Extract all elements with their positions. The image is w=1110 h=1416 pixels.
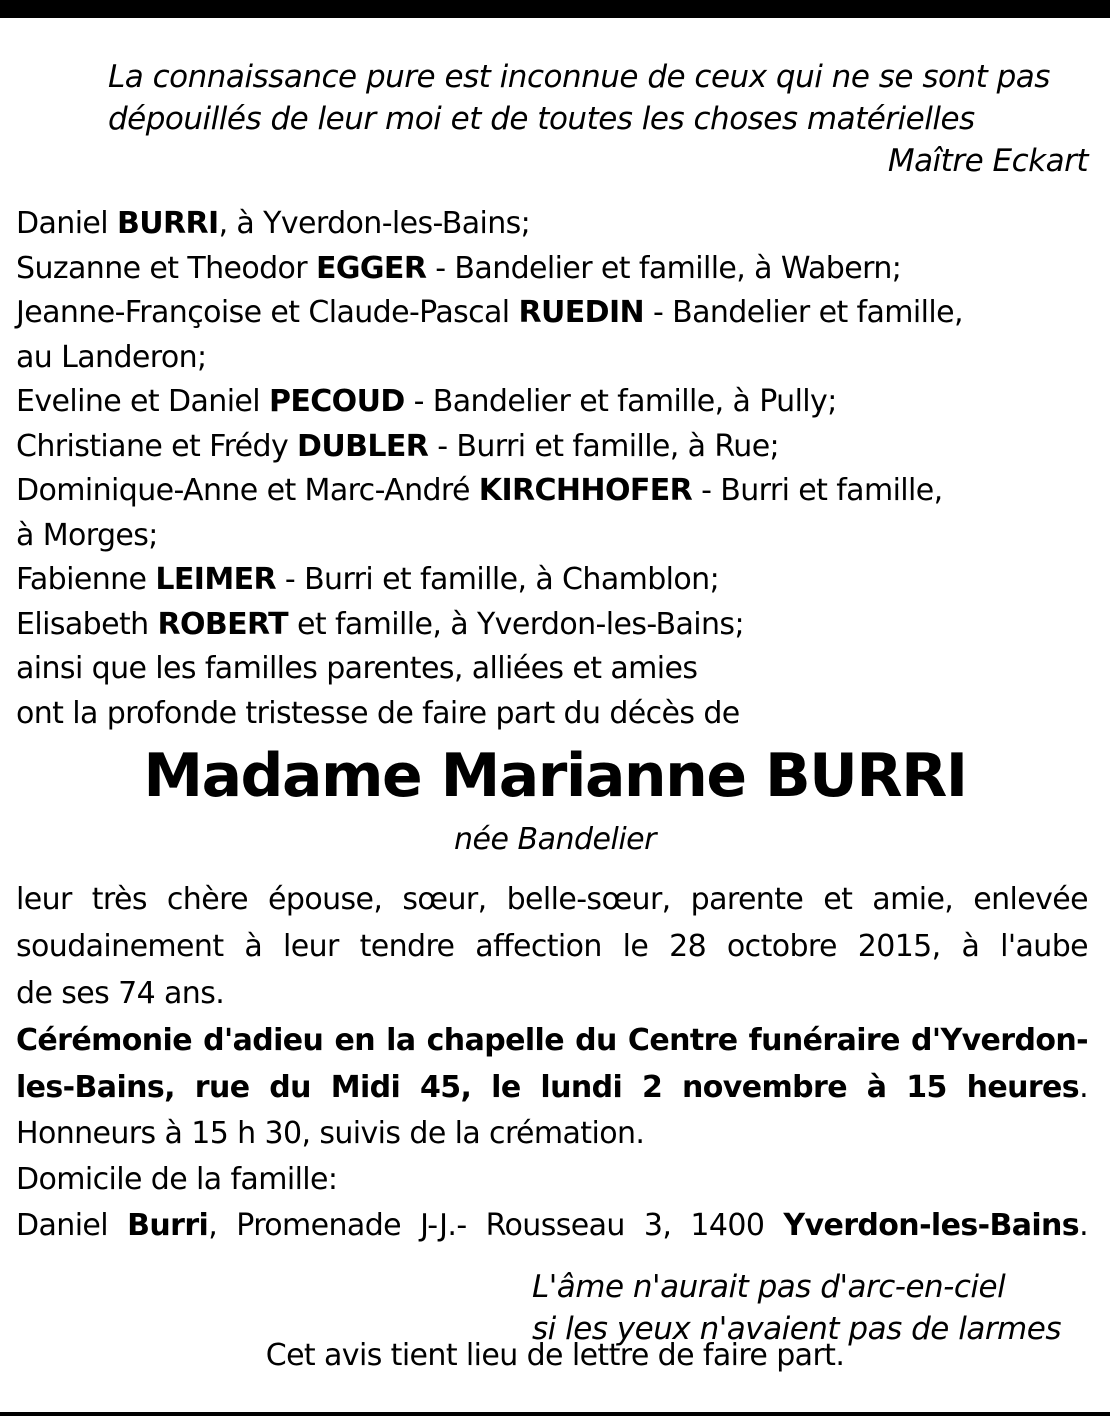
family-line: ont la profonde tristesse de faire part du décès de (16, 695, 740, 731)
bottom-border (0, 1412, 1110, 1416)
family-line: Christiane et Frédy DUBLER - Burri et famille, à Rue; (16, 428, 780, 464)
family-line: à Morges; (16, 517, 158, 553)
closing-quote-line-2: si les yeux n'avaient pas de larmes (532, 1311, 1061, 1347)
ceremony-line-2: les-Bains, rue du Midi 45, le lundi 2 novembre à 15 heures. (16, 1070, 1088, 1105)
epigraph-line-1: La connaissance pure est inconnue de ceux qui ne se sont pas (108, 59, 1050, 95)
announcement-line-3: de ses 74 ans. (16, 976, 225, 1011)
family-line: Daniel BURRI, à Yverdon-les-Bains; (16, 206, 531, 241)
footer-note: Cet avis tient lieu de lettre de faire part. (265, 1338, 845, 1373)
announcement-body (16, 876, 1088, 1249)
announcement-line-1: leur très chère épouse, sœur, belle-sœur, parente et amie, enlevée (16, 882, 1088, 917)
family-line: Fabienne LEIMER - Burri et famille, à Chamblon; (16, 562, 720, 597)
top-border (0, 0, 1110, 18)
family-line: Eveline et Daniel PECOUD - Bandelier et famille, à Pully; (16, 384, 837, 419)
family-line: au Landeron; (16, 339, 207, 375)
honours-text: Honneurs à 15 h 30, suivis de la crémation. (16, 1116, 645, 1151)
family-address: Daniel Burri, Promenade J-J.- Rousseau 3, 1400 Yverdon-les-Bains. (16, 1208, 1089, 1243)
family-line: Jeanne-Françoise et Claude-Pascal RUEDIN - Bandelier et famille, (16, 295, 963, 330)
family-line: Dominique-Anne et Marc-André KIRCHHOFER - Burri et famille, (16, 473, 943, 508)
domicile-label: Domicile de la famille: (16, 1162, 338, 1197)
epigraph (108, 56, 1088, 182)
family-list (16, 202, 1096, 736)
family-line: Elisabeth ROBERT et famille, à Yverdon-les-Bains; (16, 606, 744, 642)
epigraph-author: Maître Eckart (887, 143, 1088, 179)
ceremony-line-1: Cérémonie d'adieu en la chapelle du Centre funéraire d'Yverdon- (16, 1023, 1088, 1058)
maiden-name: née Bandelier (454, 822, 656, 857)
announcement-line-2: soudainement à leur tendre affection le 28 octobre 2015, à l'aube (16, 929, 1088, 964)
closing-quote-line-1: L'âme n'aurait pas d'arc-en-ciel (532, 1269, 1006, 1305)
family-line: Suzanne et Theodor EGGER - Bandelier et famille, à Wabern; (16, 250, 902, 286)
deceased-name: Madame Marianne BURRI (143, 741, 967, 811)
family-line: ainsi que les familles parentes, alliées et amies (16, 651, 698, 686)
epigraph-line-2: dépouillés de leur moi et de toutes les choses matérielles (108, 101, 975, 137)
